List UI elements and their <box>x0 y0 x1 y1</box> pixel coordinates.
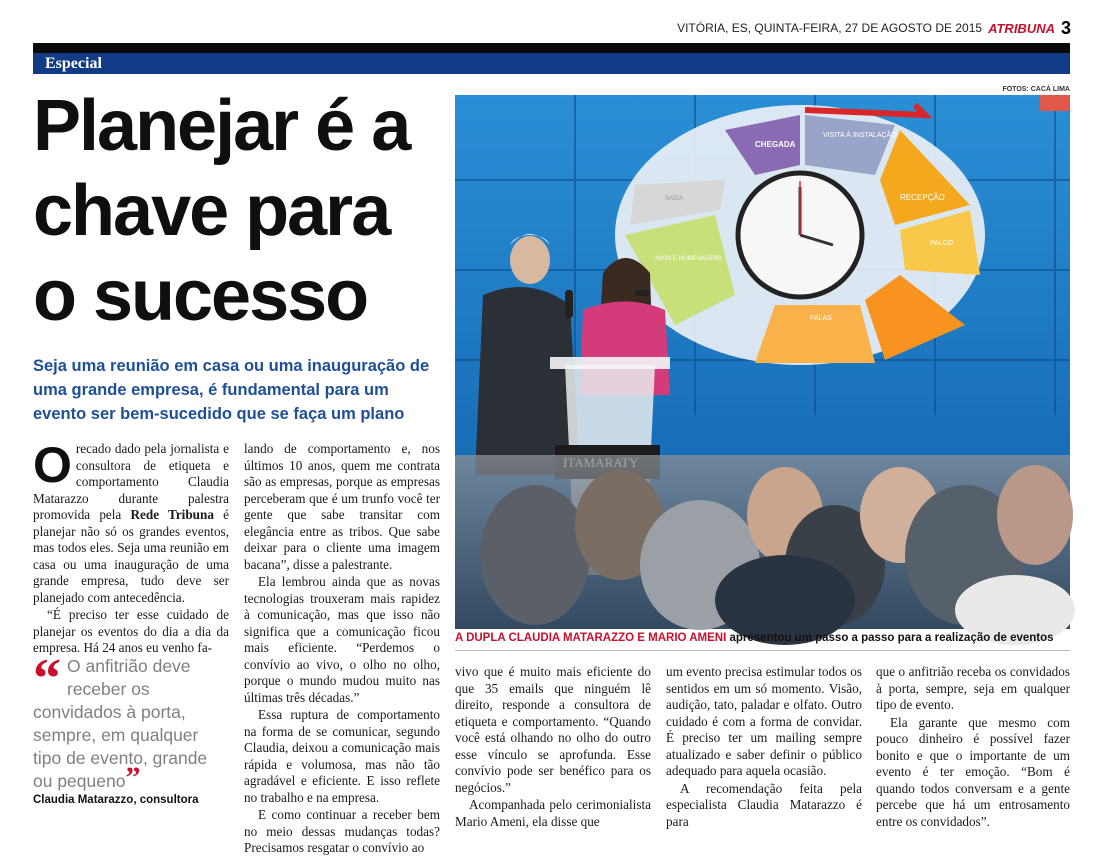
slide-label: FALAS <box>810 315 832 322</box>
article-column-3 <box>455 664 651 831</box>
slide-label: AVOS E HOMENAGENS <box>655 256 722 262</box>
slide-label: VISITA À INSTALAÇÃO <box>823 132 897 139</box>
paragraph: Ela lembrou ainda que as novas tecnologias trouxeram mais rapidez à comunicação, mas que isso não significa que a comunicação ficou mais eficiente. “Perdemos o convívio ao vivo, o olho no olho, porque o mundo mudou muito nas últimas três décadas.” <box>244 574 440 705</box>
paragraph: E como continuar a receber bem no meio dessas mudanças todas? Precisamos resgatar o convívio ao <box>244 807 440 855</box>
event-photo <box>455 95 1070 629</box>
page-number: 3 <box>1060 17 1071 38</box>
paragraph-text: é planejar não só os grandes eventos, mas todos eles. Seja uma reunião em casa ou uma inauguração de uma grande empresa, tudo deve ser planejado com antecedência. <box>33 507 229 605</box>
slide-label: CHEGADA <box>755 140 796 149</box>
paragraph: A recomendação feita pela especialista Claudia Matarazzo é para <box>666 780 862 829</box>
pull-quote-text: O anfitrião deve receber os convidados à porta, sempre, em qualquer tipo de evento, grande ou pequeno <box>33 656 208 791</box>
slide-label: RECEPÇÃO <box>900 193 945 202</box>
open-quote-icon: “ <box>33 648 61 710</box>
headline-line-3: o sucesso <box>33 256 368 336</box>
dateline <box>677 18 1071 38</box>
paragraph <box>33 437 229 606</box>
clock-icon <box>738 173 862 297</box>
paragraph: Ela garante que mesmo com pouco dinheiro é possível fazer bonito e que o importante de um evento é ter emoção. “Bom é quando todos conversam e a gente percebe que há um entrosamento entre os convidados”. <box>876 714 1070 829</box>
pull-quote <box>33 648 228 794</box>
rede-tribuna-bold: Rede Tribuna <box>130 507 214 522</box>
photo-illustration <box>455 95 1070 629</box>
headline <box>33 84 453 339</box>
paragraph: Essa ruptura de comportamento na forma de se comunicar, segundo Claudia, deixou a comunicação mais rápida e volumosa, mas não tão agradável e eficiente. E isso reflete no trabalho e na empresa. <box>244 707 440 805</box>
article-column-5 <box>876 664 1070 831</box>
paragraph: “É preciso ter esse cuidado de planejar os eventos do dia a dia da empresa. Há 24 anos eu venho fa- <box>33 607 229 655</box>
paragraph: um evento precisa estimular todos os sentidos em um só momento. Visão, audição, tato, paladar e olfato. Outro cuidado é com a forma de convidar. É preciso ter um mailing sempre atualizado e saber definir o público adequado para aquela ocasião. <box>666 664 862 778</box>
subhead: Seja uma reunião em casa ou uma inauguração de uma grande empresa, é fundamental para um evento ser bem-sucedido que se faça um plano <box>33 357 430 423</box>
caption-lead: A DUPLA CLAUDIA MATARAZZO E MARIO AMENI <box>455 632 727 644</box>
headline-line-2: chave para <box>33 171 390 251</box>
paragraph: que o anfitrião receba os convidados à porta, sempre, seja em qualquer tipo de evento. <box>876 664 1070 712</box>
headline-line-1: Planejar é a <box>33 86 410 166</box>
date-text: VITÓRIA, ES, QUINTA-FEIRA, 27 DE AGOSTO DE 2015 <box>677 21 983 35</box>
paragraph-text: recado dado pela jornalista e consultora de etiqueta e comportamento Claudia Matarazzo durante palestra promovida pela <box>33 441 229 522</box>
photo-credit: FOTOS: CACÁ LIMA <box>1002 86 1070 93</box>
article-column-1 <box>33 437 229 658</box>
dropcap: O <box>33 437 72 493</box>
newspaper-logo: ATRIBUNA <box>988 20 1055 36</box>
caption-divider <box>455 650 1070 651</box>
article-column-2 <box>244 441 440 858</box>
slide-label: SAÍDA <box>665 196 684 202</box>
article-column-4 <box>666 664 862 831</box>
paragraph: vivo que é muito mais eficiente do que 35 emails que ninguém lê direito, responde a consultora de etiqueta e comportamento. “Quando você está olhando no olho do outro esse vínculo se aprofunda. Esse convívio pode ser benéfico para os negócios.” <box>455 664 651 795</box>
header-rule <box>33 43 1070 53</box>
slide-label: PALCO <box>930 240 954 247</box>
paragraph: Acompanhada pelo cerimonialista Mario Ameni, ela disse que <box>455 797 651 829</box>
section-bar <box>33 53 1070 74</box>
close-quote-icon: ” <box>125 761 141 794</box>
photo-caption <box>455 632 1070 644</box>
quote-attribution: Claudia Matarazzo, consultora <box>33 794 199 806</box>
caption-text: apresentou um passo a passo para a realização de eventos <box>726 632 1054 644</box>
paragraph: lando de comportamento e, nos últimos 10 anos, quem me contrata são as empresas, porque as empresas perceberam que é um trunfo você ter gente que sabe transitar com elegância entre as tribos. Que sabe deixar para o cliente uma imagem bacana”, disse a palestrante. <box>244 441 440 572</box>
cycle-diagram <box>615 105 985 365</box>
section-label: Especial <box>45 55 102 72</box>
